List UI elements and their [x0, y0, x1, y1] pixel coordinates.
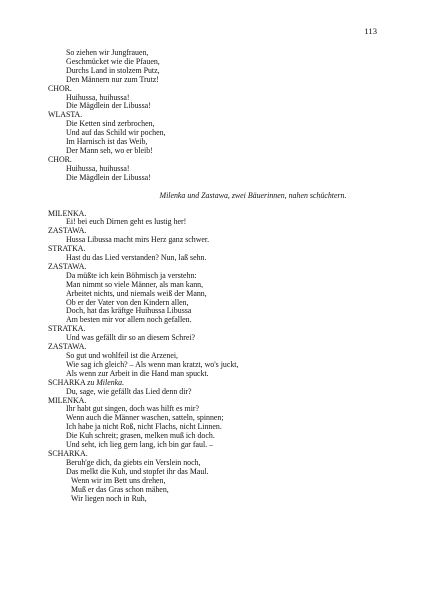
verse-line: So gut und wohlfeil ist die Arzenei, [66, 351, 178, 360]
verse-line: Durchs Land in stolzem Putz, [66, 65, 160, 75]
verse-line: Die Ketten sind zerbrochen, [66, 119, 155, 129]
blank-line [48, 201, 388, 210]
stage-direction: Milenka und Zastawa, zwei Bäuerinnen, nahen schüchtern. [159, 190, 347, 200]
verse-line: Doch, hat das kräftge Huihussa Libussa [66, 306, 192, 316]
verse-line: Ihr habt gut singen, doch was hilft es mir? [66, 404, 200, 414]
verse-line: Huihussa, huihussa! [66, 163, 130, 173]
verse-line: Die Mägdlein der Libussa! [66, 101, 151, 111]
verse-line: Man nimmt so viele Männer, als man kann, [66, 279, 204, 289]
verse-line: Den Männern nur zum Trutz! [66, 74, 159, 84]
verse-line: Im Harnisch ist das Weib, [66, 137, 148, 147]
speaker-name: MILENKA. [48, 395, 87, 405]
verse-line: Da müßte ich kein Böhmisch ja verstehn: [66, 270, 197, 280]
verse-line: Arbeitet nichts, und niemals weiß der Mann, [66, 288, 207, 298]
verse-line: Geschmücket wie die Pfauen, [66, 56, 160, 66]
speaker-name: ZASTAWA. [48, 342, 87, 352]
speaker-name: STRATKA. [48, 324, 86, 334]
verse-line: Der Mann seh, wo er bleib! [66, 145, 153, 155]
speaker-name: ZASTAWA. [48, 226, 87, 236]
verse-line: Wenn wir im Bett uns drehen, [71, 475, 166, 485]
verse-line: Die Kuh schreit; grasen, melken muß ich doch. [66, 431, 215, 441]
verse-line: Du, sage, wie gefällt das Lied denn dir? [66, 386, 192, 396]
speaker-name: CHOR. [48, 154, 72, 164]
speaker-name: SCHARKA zu Milenka. [48, 377, 125, 387]
speaker-name: STRATKA. [48, 244, 86, 254]
speaker-addressee: zu Milenka. [87, 377, 125, 387]
verse-line: Und auf das Schild wir pochen, [66, 128, 166, 138]
verse-line: Ob er der Vater von den Kindern allen, [66, 297, 189, 307]
verse-line: Die Mägdlein der Libussa! [66, 172, 151, 182]
speaker-name: SCHARKA. [48, 448, 88, 458]
text-block [48, 49, 388, 503]
verse-line: Am besten mir vor allem noch gefallen. [66, 315, 192, 325]
page-number: 113 [364, 26, 377, 36]
verse-line: Huihussa, huihussa! [66, 92, 130, 102]
verse-line: Als wenn zur Arbeit in die Hand man spuckt. [66, 368, 209, 378]
verse-line: Hast du das Lied verstanden? Nun, laß sehn. [66, 253, 207, 263]
verse-line: Wie sag ich gleich? – Als wenn man kratzt, wo's juckt, [66, 359, 239, 369]
verse-line: Muß er das Gras schon mähen, [71, 484, 169, 494]
verse-line: Und was gefällt dir so an diesem Schrei? [66, 333, 196, 343]
verse-line: Hussa Libussa macht mirs Herz ganz schwer. [66, 235, 210, 245]
verse-line: Ich habe ja nicht Roß, nicht Flachs, nicht Linnen. [66, 422, 222, 432]
verse-line: Und seht, ich lieg gern lang, ich bin gar faul. – [66, 440, 214, 450]
verse-line: So ziehen wir Jungfrauen, [66, 48, 149, 57]
verse-line: Wir liegen noch in Ruh, [71, 493, 147, 503]
verse-line: Ei! bei euch Dirnen geht es lustig her! [66, 217, 187, 227]
speaker-name: WLASTA. [48, 110, 83, 120]
speaker-name: CHOR. [48, 83, 72, 93]
speaker-name: ZASTAWA. [48, 261, 87, 271]
verse-line: Beruh'ge dich, da giebts ein Verslein noch, [66, 457, 201, 467]
speaker-name: MILENKA. [48, 208, 87, 218]
verse-line: Wenn auch die Männer waschen, satteln, spinnen; [66, 413, 224, 423]
verse-line: Das melkt die Kuh, und stopfet ihr das Maul. [66, 466, 209, 476]
